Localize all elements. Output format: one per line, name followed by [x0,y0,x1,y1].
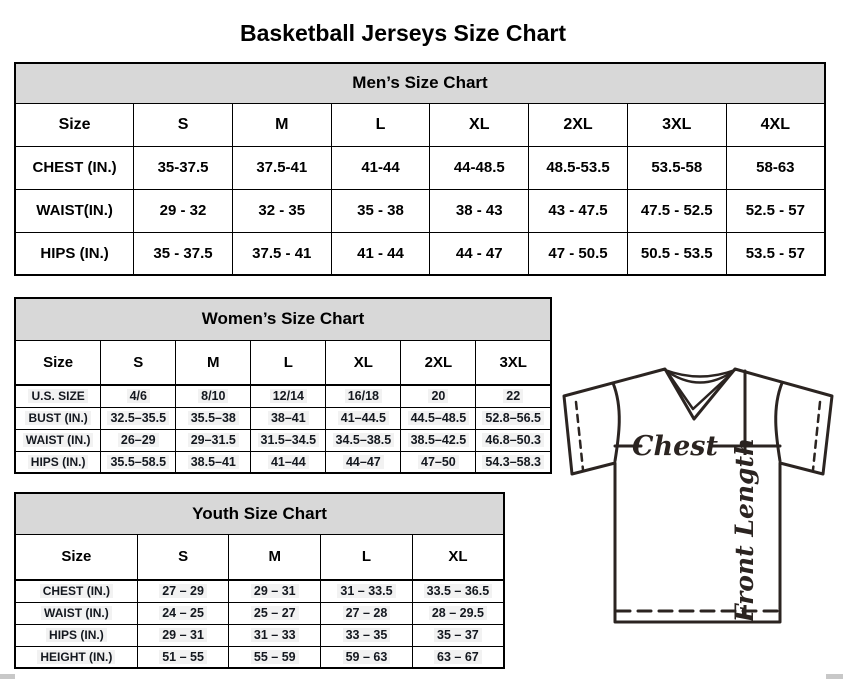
row-label: HIPS (IN.) [15,451,101,473]
table-cell: 25 – 27 [229,602,321,624]
column-header-xl: XL [412,534,504,580]
table-cell: 29 – 31 [229,580,321,602]
table-cell: 35 – 37 [412,624,504,646]
table-cell: 41–44 [251,451,326,473]
table-cell: 47–50 [401,451,476,473]
bottom-right-edge-artifact [826,674,843,679]
row-label: CHEST (IN.) [15,580,137,602]
row-label: WAIST (IN.) [15,429,101,451]
column-header-size: Size [15,534,137,580]
table-cell: 52.5 - 57 [726,189,825,232]
column-header-3xl: 3XL [476,340,551,385]
table-cell: 31 – 33 [229,624,321,646]
table-cell: 35-37.5 [134,146,233,189]
column-header-l: L [331,103,430,146]
table-cell: 50.5 - 53.5 [627,232,726,275]
mens-size-table-section [14,62,826,276]
column-header-l: L [251,340,326,385]
table-cell: 32 - 35 [232,189,331,232]
womens-size-table-section [14,297,552,474]
table-cell: 22 [476,385,551,407]
table-cell: 47 - 50.5 [529,232,628,275]
column-header-s: S [137,534,229,580]
table-cell: 53.5-58 [627,146,726,189]
table-cell: 16/18 [326,385,401,407]
womens-size-table-header-band [15,298,551,340]
table-cell: 38 - 43 [430,189,529,232]
column-header-3xl: 3XL [627,103,726,146]
table-cell: 26–29 [101,429,176,451]
table-cell: 38–41 [251,407,326,429]
column-header-2xl: 2XL [401,340,476,385]
column-header-xl: XL [430,103,529,146]
table-cell: 31 – 33.5 [321,580,413,602]
table-cell: 63 – 67 [412,646,504,668]
table-cell: 54.3–58.3 [476,451,551,473]
table-cell: 43 - 47.5 [529,189,628,232]
column-header-m: M [229,534,321,580]
jersey-outline [564,369,832,622]
table-cell: 41 - 44 [331,232,430,275]
column-header-l: L [321,534,413,580]
mens-size-table-header-band [15,63,825,103]
table-cell: 37.5-41 [232,146,331,189]
column-header-size: Size [15,103,134,146]
womens-size-table-column-header-row [15,340,551,385]
bottom-left-edge-artifact [0,674,15,679]
table-cell: 38.5–42.5 [401,429,476,451]
table-cell: 37.5 - 41 [232,232,331,275]
table-cell: 35 - 37.5 [134,232,233,275]
row-label: WAIST (IN.) [15,602,137,624]
table-cell: 55 – 59 [229,646,321,668]
table-cell: 29 - 32 [134,189,233,232]
mens-size-table-title: Men’s Size Chart [15,63,825,103]
table-cell: 35 - 38 [331,189,430,232]
table-row [15,385,551,407]
mens-size-table [14,62,826,276]
table-row [15,232,825,275]
table-cell: 48.5-53.5 [529,146,628,189]
table-cell: 44.5–48.5 [401,407,476,429]
table-cell: 38.5–41 [176,451,251,473]
row-label: HIPS (IN.) [15,624,137,646]
womens-size-table-title: Women’s Size Chart [15,298,551,340]
table-row [15,451,551,473]
table-row [15,407,551,429]
table-row [15,646,504,668]
table-cell: 33 – 35 [321,624,413,646]
womens-size-table [14,297,552,474]
youth-size-table-title: Youth Size Chart [15,493,504,534]
row-label: CHEST (IN.) [15,146,134,189]
front-length-measurement-label: Front Length [730,437,759,623]
table-row [15,580,504,602]
table-cell: 33.5 – 36.5 [412,580,504,602]
table-row [15,602,504,624]
table-row [15,624,504,646]
column-header-m: M [176,340,251,385]
table-cell: 51 – 55 [137,646,229,668]
table-cell: 4/6 [101,385,176,407]
table-row [15,429,551,451]
row-label: HEIGHT (IN.) [15,646,137,668]
table-cell: 29–31.5 [176,429,251,451]
table-cell: 34.5–38.5 [326,429,401,451]
row-label: U.S. SIZE [15,385,101,407]
table-cell: 46.8–50.3 [476,429,551,451]
table-row [15,146,825,189]
table-cell: 59 – 63 [321,646,413,668]
column-header-s: S [134,103,233,146]
table-cell: 58-63 [726,146,825,189]
table-cell: 32.5–35.5 [101,407,176,429]
jersey-measurement-diagram [553,358,843,630]
column-header-2xl: 2XL [529,103,628,146]
row-label: WAIST(IN.) [15,189,134,232]
table-cell: 27 – 28 [321,602,413,624]
row-label: BUST (IN.) [15,407,101,429]
table-cell: 44-48.5 [430,146,529,189]
table-cell: 8/10 [176,385,251,407]
table-cell: 20 [401,385,476,407]
front-length-label-group [730,438,759,623]
column-header-4xl: 4XL [726,103,825,146]
youth-size-table-column-header-row [15,534,504,580]
table-cell: 44 - 47 [430,232,529,275]
jersey-diagram-svg [553,358,843,630]
table-cell: 29 – 31 [137,624,229,646]
youth-size-table-header-band [15,493,504,534]
table-cell: 35.5–58.5 [101,451,176,473]
table-cell: 41–44.5 [326,407,401,429]
table-cell: 41-44 [331,146,430,189]
table-cell: 28 – 29.5 [412,602,504,624]
table-cell: 31.5–34.5 [251,429,326,451]
mens-size-table-column-header-row [15,103,825,146]
column-header-s: S [101,340,176,385]
table-cell: 53.5 - 57 [726,232,825,275]
column-header-xl: XL [326,340,401,385]
table-cell: 52.8–56.5 [476,407,551,429]
table-cell: 47.5 - 52.5 [627,189,726,232]
table-cell: 12/14 [251,385,326,407]
column-header-size: Size [15,340,101,385]
page-title: Basketball Jerseys Size Chart [239,20,566,47]
table-cell: 27 – 29 [137,580,229,602]
table-cell: 35.5–38 [176,407,251,429]
table-cell: 24 – 25 [137,602,229,624]
chest-measurement-label: Chest [632,431,718,462]
youth-size-table [14,492,505,669]
table-cell: 44–47 [326,451,401,473]
column-header-m: M [232,103,331,146]
youth-size-table-section [14,492,505,669]
row-label: HIPS (IN.) [15,232,134,275]
table-row [15,189,825,232]
